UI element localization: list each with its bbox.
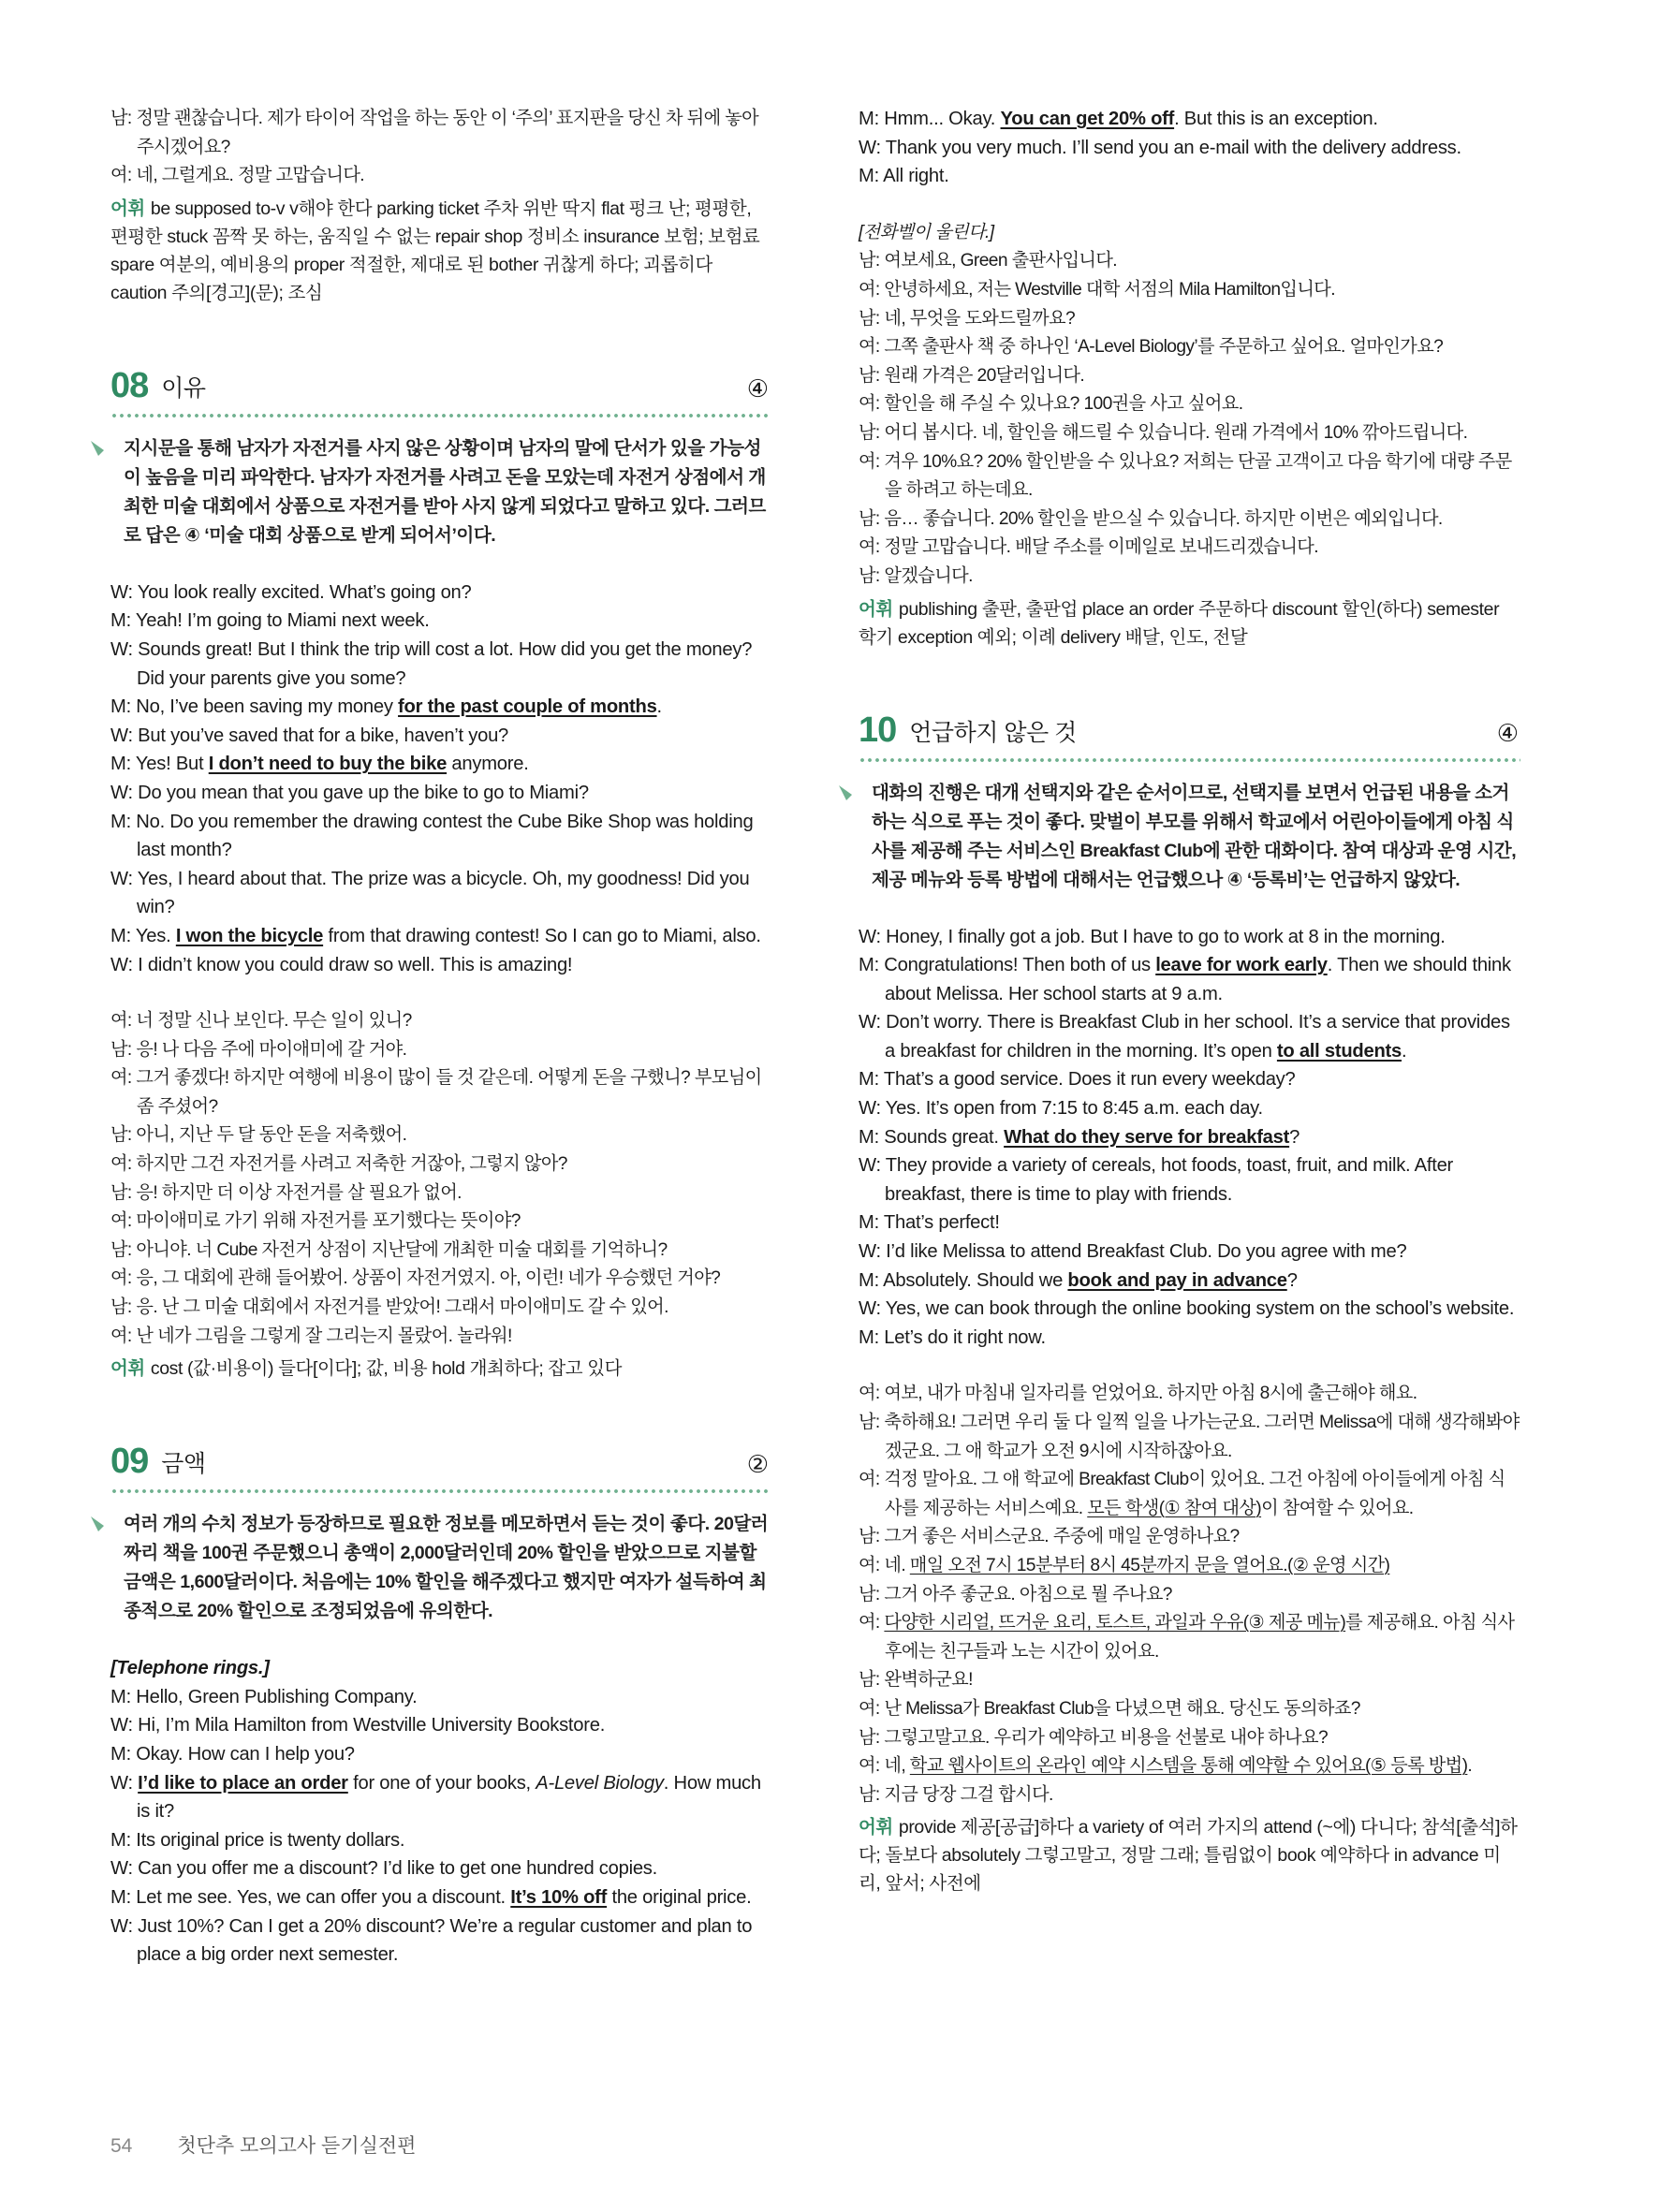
line-text: M: That’s perfect! — [859, 1212, 1000, 1234]
vocab-box — [110, 1355, 771, 1383]
stage-direction-kr: [전화벨이 울린다.] — [859, 222, 994, 242]
translation-line — [859, 1466, 1520, 1523]
line-text: 남: 아니야. 너 Cube 자전거 상점이 지난달에 개최한 미술 대회를 기억하니? — [110, 1239, 668, 1260]
vocab-box — [859, 1813, 1520, 1897]
translation-line — [859, 1781, 1520, 1810]
dialogue-line — [110, 607, 771, 636]
page-number: 54 — [110, 2135, 133, 2157]
vocab-text: provide 제공[공급]하다 a variety of 여러 가지의 attend (~에) 다니다; 참석[출석]하다; 돌보다 absolutely 그렇고말고, 정말 그래; 틀림없이 book 예약하다 in advance 미리, 앞서; 사전에 — [859, 1817, 1518, 1895]
vocab-text: publishing 출판, 출판업 place an order 주문하다 discount 할인(하다) semester 학기 exception 예외; 이례 delivery 배달, 인도, 전달 — [859, 598, 1500, 648]
line-text: 여: 네, 그럴게요. 정말 고맙습니다. — [110, 166, 365, 186]
translation-line — [859, 276, 1520, 305]
section-09-header — [110, 1439, 771, 1480]
dialogue-09 — [110, 1683, 771, 1970]
line-text: 여: — [859, 1613, 885, 1633]
translation-line — [859, 1695, 1520, 1724]
translation-line — [859, 305, 1520, 334]
book-title: 첫단추 모의고사 듣기실전편 — [177, 2135, 417, 2157]
pencil-icon — [90, 440, 105, 457]
section-10-header — [859, 708, 1520, 749]
line-text: 여: 여보, 내가 마침내 일자리를 얻었어요. 하지만 아침 8시에 출근해야 해요. — [859, 1384, 1417, 1404]
section-number: 10 — [859, 710, 897, 750]
vocab-label: 어휘 — [859, 598, 893, 620]
line-text: W: I didn’t know you could draw so well. This is amazing! — [110, 954, 573, 975]
line-text: 남: 아니, 지난 두 달 동안 돈을 저축했어. — [110, 1125, 407, 1146]
explanation-10 — [859, 779, 1520, 895]
line-text: M: Okay. How can I help you? — [110, 1744, 355, 1765]
line-text: 남: 응! 하지만 더 이상 자전거를 살 필요가 없어. — [110, 1182, 462, 1203]
line-text: anymore. — [447, 754, 529, 775]
answer-mark: ④ — [1496, 718, 1519, 747]
line-text: 여: 안녕하세요, 저는 Westville 대학 서점의 Mila Hamilton입니다. — [859, 279, 1335, 300]
underlined-key-phrase: 모든 학생(① 참여 대상) — [1087, 1498, 1262, 1518]
dialogue-line — [110, 750, 771, 779]
translation-line — [859, 1523, 1520, 1552]
line-text: . Then we should think about Melissa. Her school starts at 9 a.m. — [885, 955, 1511, 1004]
line-text: 남: 그거 좋은 서비스군요. 주중에 매일 운영하나요? — [859, 1527, 1240, 1547]
translation-line — [859, 448, 1520, 505]
dialogue-line — [110, 1769, 771, 1826]
dialogue-line — [859, 1267, 1520, 1296]
underlined-key-phrase: You can get 20% off — [1000, 109, 1175, 129]
translation-line — [110, 1208, 771, 1237]
dialogue-line — [859, 1209, 1520, 1238]
line-text: M: Hmm... Okay. — [859, 109, 1001, 129]
line-text: M: Its original price is twenty dollars. — [110, 1829, 405, 1851]
translation-line — [110, 1121, 771, 1150]
top-korean-lines — [110, 105, 771, 191]
line-text: ? — [1289, 1126, 1300, 1148]
dialogue-line — [110, 865, 771, 922]
line-text: W: Thank you very much. I’ll send you an e-mail with the delivery address. — [859, 137, 1461, 158]
translation-line — [859, 1724, 1520, 1753]
line-text: M: Yeah! I’m going to Miami next week. — [110, 610, 430, 632]
line-text: M: Let me see. Yes, we can offer you a discount. — [110, 1886, 511, 1908]
underlined-key-phrase: to all students — [1276, 1040, 1402, 1062]
translation-line — [859, 333, 1520, 362]
translation-line — [110, 1064, 771, 1121]
dotted-divider — [110, 411, 771, 420]
line-text: W: I’d like Melissa to attend Breakfast Club. Do you agree with me? — [859, 1241, 1407, 1263]
dialogue-line — [859, 1008, 1520, 1065]
translation-line — [859, 1552, 1520, 1581]
line-text: W: Do you mean that you gave up the bike to go to Miami? — [110, 782, 589, 803]
line-text: 남: 원래 가격은 20달러입니다. — [859, 365, 1085, 386]
translation-line — [110, 1150, 771, 1179]
line-text: 남: 축하해요! 그러면 우리 둘 다 일찍 일을 나가는군요. 그러면 Melissa에 대해 생각해봐야겠군요. 그 애 학교가 오전 9시에 시작하잖아요. — [859, 1413, 1520, 1461]
dialogue-line — [110, 1826, 771, 1855]
section-number: 09 — [110, 1442, 149, 1482]
underlined-key-phrase: 학교 웹사이트의 온라인 예약 시스템을 통해 예약할 수 있어요(⑤ 등록 방법) — [909, 1756, 1468, 1777]
right-column — [859, 105, 1520, 1897]
translation-line — [859, 1581, 1520, 1610]
line-text: M: All right. — [859, 166, 949, 187]
line-text: the original price. — [607, 1886, 752, 1908]
translation-line — [859, 247, 1520, 276]
translation-08 — [110, 1007, 771, 1351]
section-08-header — [110, 363, 771, 404]
line-text: W: Yes, I heard about that. The prize was a bicycle. Oh, my goodness! Did you win? — [110, 868, 750, 918]
line-text: W: But you’ve saved that for a bike, haven’t you? — [110, 725, 509, 746]
dialogue-line — [110, 1883, 771, 1912]
pencil-icon — [838, 784, 853, 801]
line-text: 여: 너 정말 신나 보인다. 무슨 일이 있니? — [110, 1011, 412, 1032]
translation-10 — [859, 1380, 1520, 1809]
dialogue-line — [110, 693, 771, 722]
line-text: 여: 걱정 말아요. 그 애 학교에 Breakfast Club이 있어요. 그건 아침에 아이들에게 아침 식사를 제공하는 서비스예요. — [859, 1470, 1505, 1518]
line-text: 여: 난 Melissa가 Breakfast Club을 다녔으면 해요. 당신도 동의하죠? — [859, 1698, 1360, 1719]
dialogue-line — [110, 779, 771, 808]
line-text: . — [1402, 1040, 1407, 1062]
translation-line — [859, 362, 1520, 391]
answer-mark: ② — [746, 1450, 769, 1479]
pencil-icon — [90, 1516, 105, 1532]
line-text: 남: 알겠습니다. — [859, 565, 973, 586]
dialogue-line — [110, 951, 771, 980]
line-text: W: Sounds great! But I think the trip will cost a lot. How did you get the money? Did your parents give you some? — [110, 638, 753, 689]
translation-line — [110, 1265, 771, 1294]
dialogue-line — [859, 1123, 1520, 1152]
vocab-label: 어휘 — [110, 198, 145, 219]
line-text: 이 참여할 수 있어요. — [1261, 1498, 1414, 1518]
line-text: M: No, I’ve been saving my money — [110, 696, 399, 718]
line-text: for one of your books, — [347, 1772, 536, 1794]
dialogue-09-cont — [859, 105, 1520, 191]
line-text: 여: 그쪽 출판사 책 중 하나인 ‘A-Level Biology’를 주문하고 싶어요. 얼마인가요? — [859, 337, 1444, 358]
explanation-09 — [110, 1510, 771, 1626]
dialogue-line — [859, 1238, 1520, 1267]
dotted-divider — [110, 1487, 771, 1496]
translation-line — [859, 1380, 1520, 1409]
line-text: 남: 음… 좋습니다. 20% 할인을 받으실 수 있습니다. 하지만 이번은 예외입니다. — [859, 508, 1443, 529]
vocab-text: cost (값·비용이) 들다[이다]; 값, 비용 hold 개최하다; 잡고 있다 — [150, 1358, 623, 1380]
dialogue-08 — [110, 579, 771, 979]
line-text: 남: 응! 나 다음 주에 마이애미에 갈 거야. — [110, 1039, 407, 1060]
line-text: 남: 어디 봅시다. 네, 할인을 해드릴 수 있습니다. 원래 가격에서 10% 깎아드립니다. — [859, 422, 1468, 443]
translation-line — [859, 534, 1520, 563]
line-text: M: That’s a good service. Does it run every weekday? — [859, 1069, 1296, 1091]
line-text: 남: 지금 당장 그걸 합시다. — [859, 1784, 1053, 1805]
explanation-text: 지시문을 통해 남자가 자전거를 사지 않은 상황이며 남자의 말에 단서가 있을 가능성이 높음을 미리 파악한다. 남자가 자전거를 사려고 돈을 모았는데 자전거 상점에서 개최한 미술 대회에서 상품으로 자전거를 받아 사지 않게 되었다고 말하고 있다. 그러므로 답은 ④ ‘미술 대회 상품으로 받게 되어서’이다. — [124, 437, 766, 546]
line-text: W: Yes. It’s open from 7:15 to 8:45 a.m. each day. — [859, 1098, 1263, 1120]
line-text: . — [1467, 1756, 1473, 1777]
line-text: 남: 그거 아주 좋군요. 아침으로 뭘 주나요? — [859, 1584, 1172, 1604]
line-text: . — [656, 696, 662, 718]
dialogue-line — [859, 1065, 1520, 1094]
stage-direction: [Telephone rings.] — [110, 1658, 270, 1679]
explanation-text: 대화의 진행은 대개 선택지와 같은 순서이므로, 선택지를 보면서 언급된 내용을 소거하는 식으로 푸는 것이 좋다. 맞벌이 부모를 위해서 학교에서 어린아이들에게 아침 식사를 제공해 주는 서비스인 Breakfast Club에 관한 대화이다. 참여 대상과 운영 시간, 제공 메뉴와 등록 방법에 대해서는 언급했으나 ④ ‘등록비’는 언급하지 않았다. — [872, 782, 1517, 890]
answer-mark: ④ — [746, 374, 769, 403]
section-title: 이유 — [161, 374, 206, 402]
line-text: 여: 응, 그 대회에 관해 들어봤어. 상품이 자전거였지. 아, 이런! 네가 우승했던 거야? — [110, 1268, 721, 1289]
underlined-key-phrase: for the past couple of months — [398, 696, 657, 718]
line-text: W: Hi, I’m Mila Hamilton from Westville University Bookstore. — [110, 1715, 606, 1736]
vocab-label: 어휘 — [859, 1817, 893, 1838]
dialogue-line — [110, 579, 771, 608]
underlined-key-phrase: It’s 10% off — [510, 1886, 608, 1908]
line-text: W: Yes, we can book through the online booking system on the school’s website. — [859, 1298, 1515, 1320]
dialogue-line — [110, 922, 771, 951]
line-text: W: Just 10%? Can I get a 20% discount? We’re a regular customer and plan to place a big order next semester. — [110, 1915, 753, 1966]
section-title: 금액 — [161, 1451, 206, 1478]
vocab-box — [110, 195, 771, 307]
translation-line — [110, 1179, 771, 1209]
line-text: 여: 할인을 해 주실 수 있나요? 100권을 사고 싶어요. — [859, 394, 1243, 415]
line-text: from that drawing contest! So I can go to Miami, also. — [323, 925, 761, 946]
translation-line — [859, 419, 1520, 448]
dialogue-line — [110, 1683, 771, 1712]
dialogue-line — [110, 1740, 771, 1769]
line-text: 를 제공해요. 아침 식사 후에는 친구들과 노는 시간이 있어요. — [885, 1613, 1515, 1662]
dialogue-line — [859, 1151, 1520, 1209]
line-text: 여: 난 네가 그림을 그렇게 잘 그리는지 몰랐어. 놀라워! — [110, 1326, 512, 1346]
dialogue-line — [110, 1711, 771, 1740]
line-text: 남: 정말 괜찮습니다. 제가 타이어 작업을 하는 동안 이 ‘주의’ 표지판을 당신 차 뒤에 놓아주시겠어요? — [110, 109, 759, 157]
dialogue-line — [859, 105, 1520, 134]
line-text: 여: 그거 좋겠다! 하지만 여행에 비용이 많이 들 것 같은데. 어떻게 돈을 구했니? 부모님이 좀 주셨어? — [110, 1068, 762, 1117]
line-text: M: Yes! But — [110, 754, 209, 775]
line-text: 남: 완벽하군요! — [859, 1670, 973, 1691]
line-text: 남: 여보세요, Green 출판사입니다. — [859, 251, 1117, 271]
underlined-key-phrase: I’d like to place an order — [138, 1772, 348, 1794]
dialogue-line — [110, 1912, 771, 1970]
line-text: W: Honey, I finally got a job. But I have to go to work at 8 in the morning. — [859, 926, 1446, 947]
dotted-divider — [859, 755, 1520, 765]
line-text: W: Don’t worry. There is Breakfast Club in her school. It’s a service that provides a breakfast for children in the morning. It’s open — [859, 1012, 1510, 1062]
underlined-key-phrase: I don’t need to buy the bike — [208, 754, 448, 775]
page-footer — [110, 2131, 416, 2159]
line-text: . How much is it? — [137, 1772, 761, 1823]
explanation-text: 여러 개의 수치 정보가 등장하므로 필요한 정보를 메모하면서 듣는 것이 좋다. 20달러짜리 책을 100권 주문했으니 총액이 2,000달러인데 20% 할인을 받았으므로 지불할 금액은 1,600달러이다. 처음에는 10% 할인을 해주겠다고 했지만 여자가 설득하여 최종적으로 20% 할인으로 조정되었음에 유의한다. — [124, 1514, 769, 1622]
line-text: 남: 응. 난 그 미술 대회에서 자전거를 받았어! 그래서 마이애미도 갈 수 있어. — [110, 1297, 668, 1318]
dialogue-line — [110, 808, 771, 865]
line-text: 여: 하지만 그건 자전거를 사려고 저축한 거잖아, 그렇지 않아? — [110, 1154, 567, 1175]
explanation-08 — [110, 434, 771, 550]
underlined-key-phrase: I won the bicycle — [175, 925, 324, 946]
translation-line — [110, 105, 771, 162]
translation-line — [859, 1409, 1520, 1466]
translation-line — [110, 1237, 771, 1266]
vocab-text: be supposed to-v v해야 한다 parking ticket 주차 위반 딱지 flat 펑크 난; 평평한, 편평한 stuck 꼼짝 못 하는, 움직일 수 없는 repair shop 정비소 insurance 보험; 보험료 spare 여분의, 예비용의 proper 적절한, 제대로 된 bother 귀찮게 하다; 괴롭히다 caution 주의[경고](문); 조심 — [110, 198, 760, 303]
dialogue-line — [859, 951, 1520, 1008]
line-text: 여: 네. — [859, 1555, 910, 1575]
line-text: ? — [1286, 1269, 1298, 1291]
translation-line — [859, 505, 1520, 535]
dialogue-line — [859, 162, 1520, 191]
dialogue-line — [859, 1094, 1520, 1123]
underlined-key-phrase: What do they serve for breakfast — [1004, 1126, 1290, 1148]
line-text: W: They provide a variety of cereals, hot foods, toast, fruit, and milk. After breakfast, there is time to play with friends. — [859, 1155, 1454, 1205]
line-text: W: You look really excited. What’s going on? — [110, 581, 472, 603]
translation-line — [859, 563, 1520, 592]
translation-line — [859, 1666, 1520, 1695]
dialogue-line — [110, 722, 771, 751]
line-text: 여: 겨우 10%요? 20% 할인받을 수 있나요? 저희는 단골 고객이고 다음 학기에 대량 주문을 하려고 하는데요. — [859, 451, 1512, 501]
line-text: 남: 그렇고말고요. 우리가 예약하고 비용을 선불로 내야 하나요? — [859, 1727, 1329, 1748]
line-text: . But this is an exception. — [1174, 109, 1378, 129]
line-text: M: Sounds great. — [859, 1126, 1005, 1148]
dialogue-line — [110, 636, 771, 693]
line-text: 여: 마이애미로 가기 위해 자전거를 포기했다는 뜻이야? — [110, 1211, 521, 1232]
line-text: M: Congratulations! Then both of us — [859, 955, 1156, 976]
underlined-key-phrase: book and pay in advance — [1067, 1269, 1287, 1291]
vocab-label: 어휘 — [110, 1358, 145, 1380]
dialogue-line — [859, 923, 1520, 952]
dialogue-line — [110, 1854, 771, 1883]
underlined-key-phrase: leave for work early — [1155, 955, 1328, 976]
translation-line — [859, 390, 1520, 419]
vocab-box — [859, 595, 1520, 652]
left-column — [110, 105, 771, 1970]
dialogue-line — [859, 1295, 1520, 1324]
translation-line — [110, 162, 771, 191]
translation-line — [110, 1323, 771, 1352]
book-title-text: A-Level Biology — [536, 1772, 664, 1794]
dialogue-line — [859, 1324, 1520, 1353]
translation-line — [859, 1609, 1520, 1666]
section-title: 언급하지 않은 것 — [909, 719, 1077, 746]
line-text: M: Let’s do it right now. — [859, 1326, 1046, 1348]
underlined-key-phrase: 다양한 시리얼, 뜨거운 요리, 토스트, 과일과 우유(③ 제공 메뉴) — [884, 1613, 1346, 1633]
translation-line — [110, 1007, 771, 1036]
translation-09 — [859, 247, 1520, 591]
line-text: 여: 네, — [859, 1756, 910, 1777]
translation-line — [110, 1294, 771, 1323]
section-number: 08 — [110, 365, 149, 405]
line-text: M: Hello, Green Publishing Company. — [110, 1686, 418, 1707]
line-text: 여: 정말 고맙습니다. 배달 주소를 이메일로 보내드리겠습니다. — [859, 537, 1318, 558]
dialogue-10 — [859, 923, 1520, 1353]
line-text: W: Can you offer me a discount? I’d like to get one hundred copies. — [110, 1858, 658, 1880]
line-text: M: No. Do you remember the drawing contest the Cube Bike Shop was holding last month? — [110, 811, 754, 861]
line-text: M: Absolutely. Should we — [859, 1269, 1068, 1291]
underlined-key-phrase: 매일 오전 7시 15분부터 8시 45분까지 문을 열어요.(② 운영 시간) — [909, 1555, 1390, 1575]
line-text: M: Yes. — [110, 925, 176, 946]
line-text: W: — [110, 1772, 139, 1794]
translation-line — [859, 1752, 1520, 1781]
line-text: 남: 네, 무엇을 도와드릴까요? — [859, 308, 1076, 329]
dialogue-line — [859, 134, 1520, 163]
translation-line — [110, 1036, 771, 1065]
